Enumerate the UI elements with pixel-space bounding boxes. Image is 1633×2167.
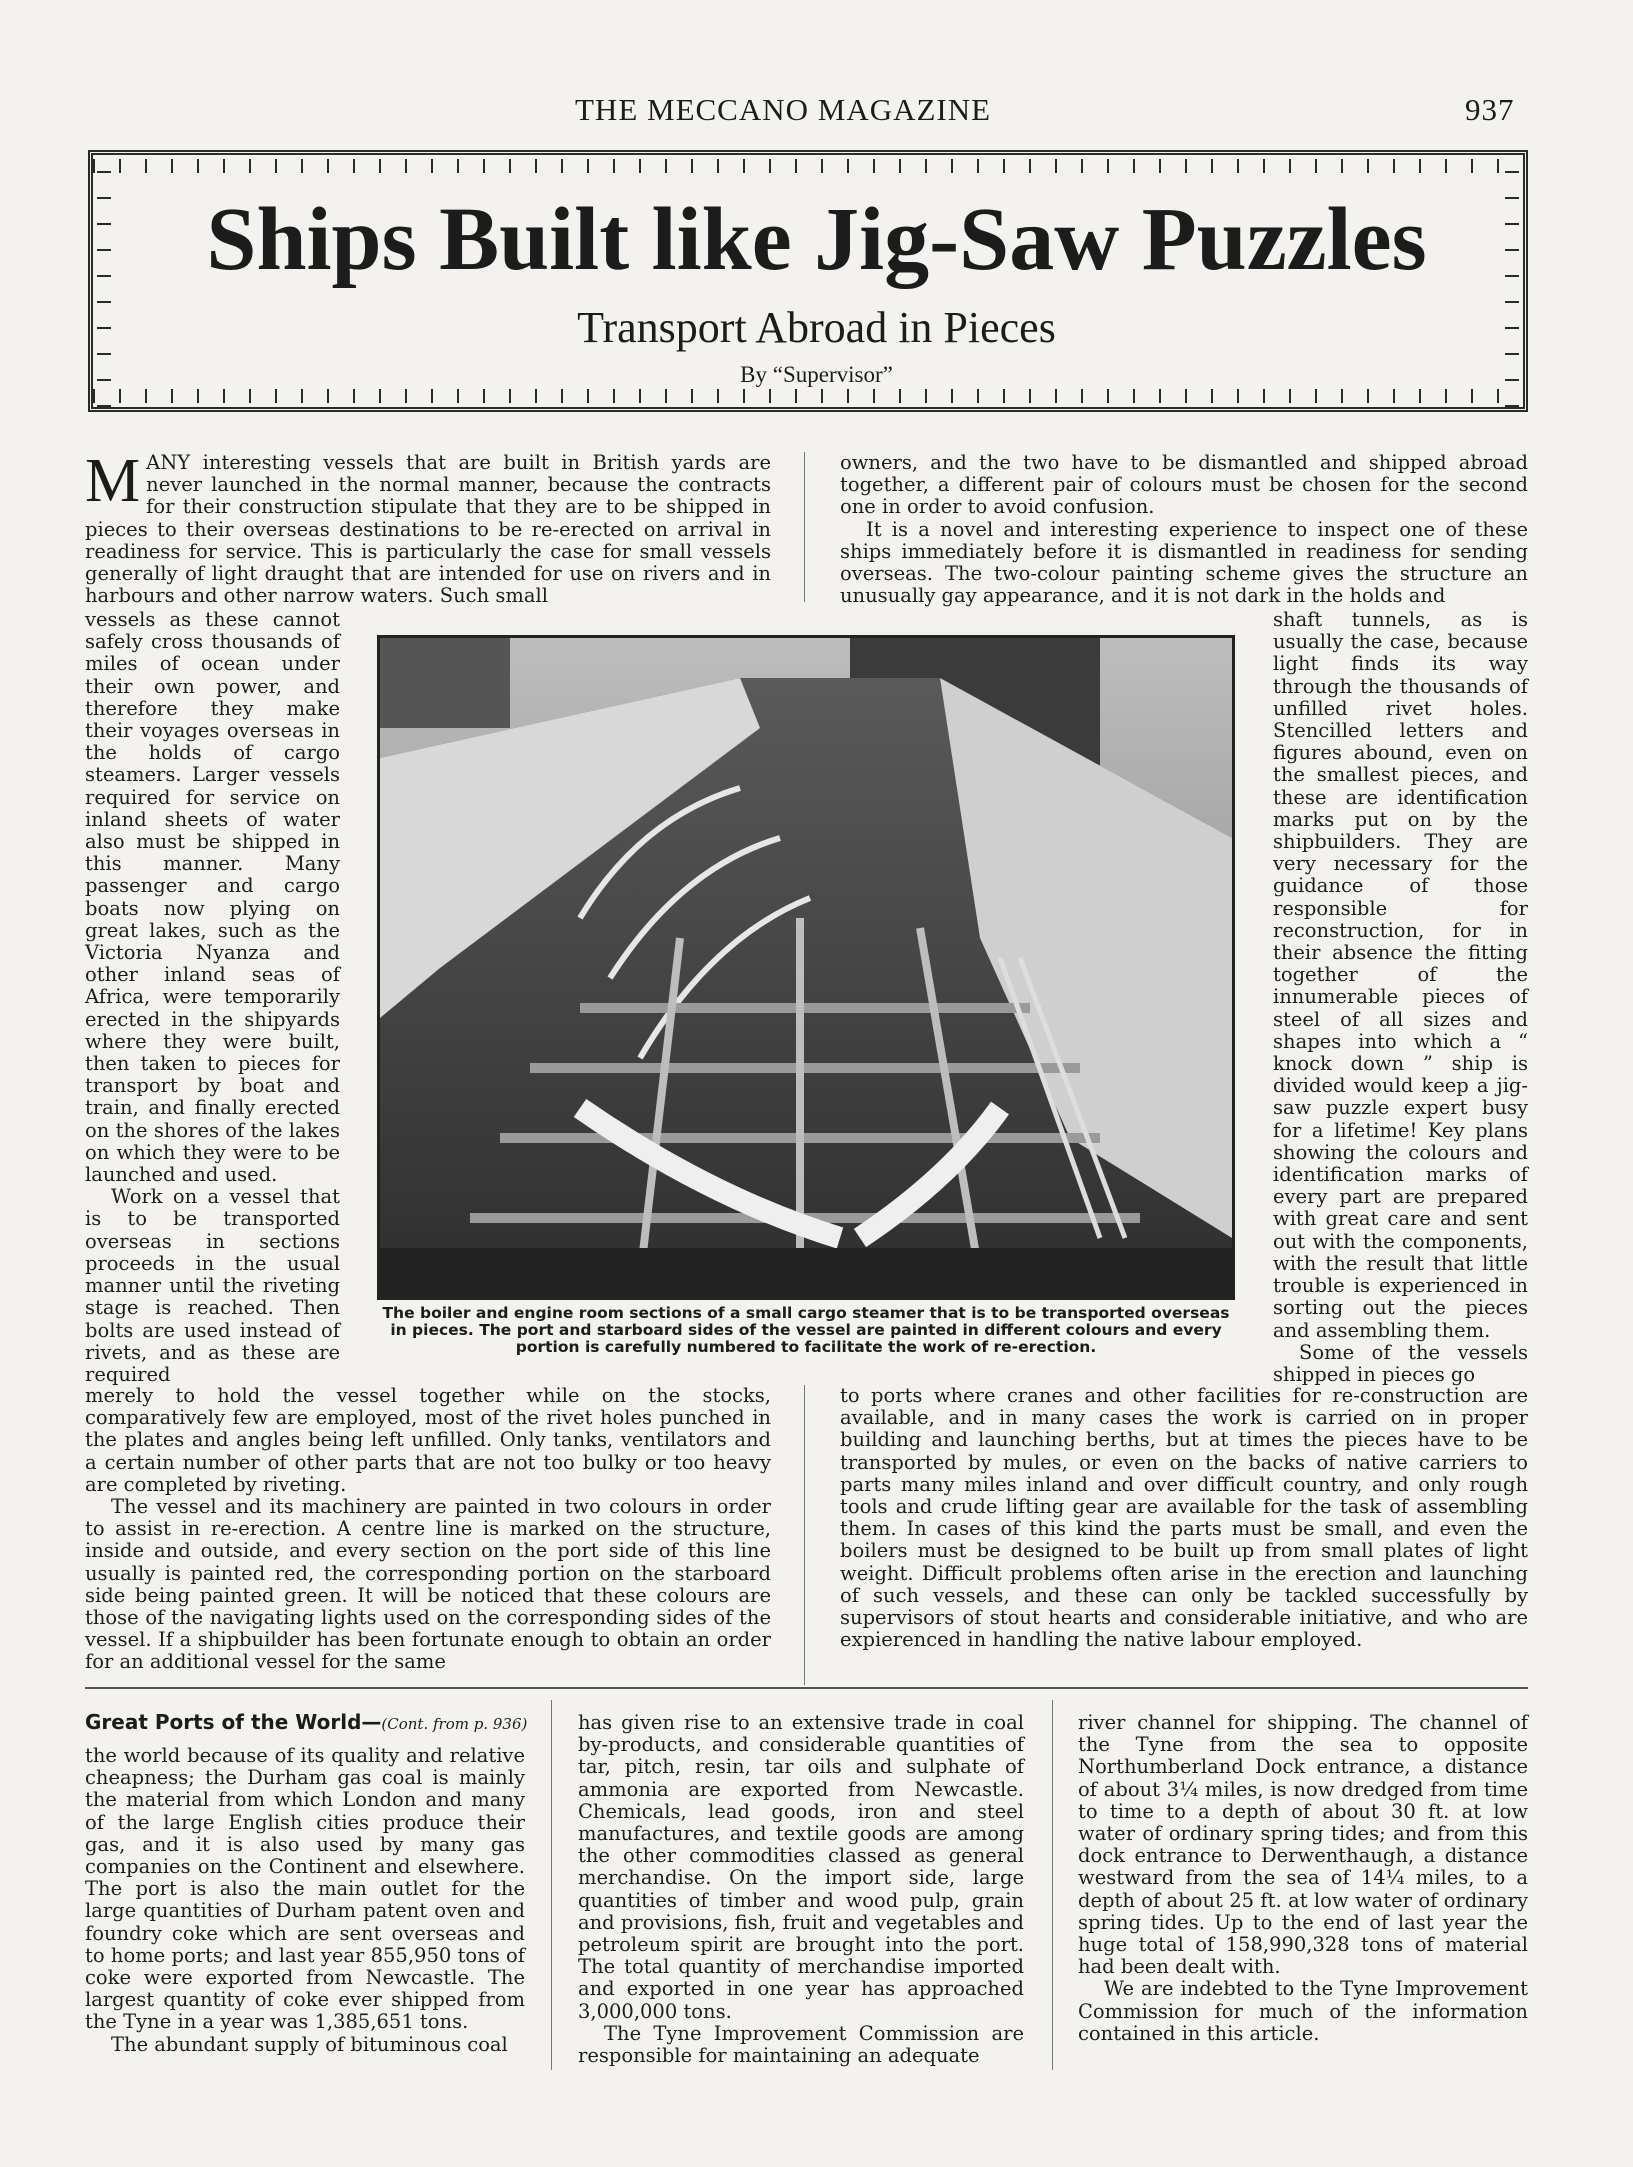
ports-heading-text: Great Ports of the World— <box>85 1710 382 1734</box>
ports-column-1 <box>85 1745 525 2056</box>
paragraph: The Tyne Improvement Commission are responsible for maintaining an adequate <box>578 2021 1024 2068</box>
paragraph: vessels as these cannot safely cross thousands of miles of ocean under their own power, and therefore they make their voyages overseas in the holds of cargo steamers. Larger vessels required for service on inland sheets of water also must be shipped in this manner. Many passenger and cargo boats now plying on great lakes, such as the Victoria Nyanza and other inland seas of Africa, were temporarily erected in the shipyards where they were built, then taken to pieces for transport by boat and train, and finally erected on the shores of the lakes on which they were to be launched and used. <box>85 608 340 1187</box>
article-column-2-bottom <box>840 1385 1528 1651</box>
article-column-left-narrow <box>85 609 340 1386</box>
paragraph: shaft tunnels, as is usually the case, because light finds its way through the thousands of unfilled rivet holes. Stencilled letters and figures abound, even on the smallest pieces, and these are identification marks put on by the shipbuilders. They are very necessary for the guidance of those responsible for reconstruction, for in their absence the fitting together of the innumerable pieces of steel of all sizes and shapes into which a “ knock down ” ship is divided would keep a jig-saw puzzle expert busy for a lifetime! Key plans showing the colours and identification marks of every part are prepared with great care and sent out with the components, with the result that little trouble is experienced in sorting out the pieces and assembling them. <box>1273 608 1528 1342</box>
drop-cap: M <box>85 447 141 515</box>
paragraph: We are indebted to the Tyne Improvement Commission for much of the information contained in this article. <box>1078 1977 1528 2045</box>
column-rule <box>551 1700 552 2070</box>
ports-heading <box>85 1710 527 1734</box>
column-rule <box>1052 1700 1053 2070</box>
paragraph: river channel for shipping. The channel of the Tyne from the sea to opposite Northumberland Dock entrance, a distance of about 3¼ miles, is now dredged from time to time to a depth of about 30 ft. at low water of ordinary spring tides; and from this dock entrance to Derwenthaugh, a distance westward from the sea of 14¼ miles, to a depth of about 25 ft. at low water of ordinary spring tides. Up to the end of last year the huge total of 158,990,328 tons of material had been dealt with. <box>1078 1711 1528 1979</box>
page-number: 937 <box>1465 92 1515 127</box>
column-rule <box>804 1385 805 1685</box>
column-rule <box>804 452 805 602</box>
frame-border-bottom <box>93 389 1523 403</box>
masthead: THE MECCANO MAGAZINE <box>575 92 992 127</box>
article-column-1-top <box>85 447 771 608</box>
ship-hull-illustration <box>380 638 1232 1297</box>
ports-column-3 <box>1078 1712 1528 2045</box>
article-column-2-top <box>840 452 1528 607</box>
paragraph: to ports where cranes and other facilities for re-construction are available, and in many cases the work is carried on in proper building and launching berths, but at times the pieces have to be transported by mules, or even on the backs of native carriers to parts many miles inland and over difficult country, and only rough tools and crude lifting gear are available for the task of assembling them. In cases of this kind the parts must be small, and even the boilers must be designed to be built up from small plates of light weight. Difficult problems often arise in the erection and launching of such vessels, and these can only be tackled successfully by supervisors of stout hearts and considerable initiative, and who are expierenced in handling the native labour employed. <box>840 1384 1528 1652</box>
article-title: Ships Built like Jig-Saw Puzzles <box>206 190 1427 289</box>
paragraph: has given rise to an extensive trade in coal by-products, and considerable quantities of tar, pitch, resin, tar oils and sulphate of ammonia are exported from Newcastle. Chemicals, lead goods, iron and steel manufactures, and textile goods are among the other commodities classed as general merchandise. On the import side, large quantities of timber and wood pulp, grain and provisions, fish, fruit and vegetables and petroleum spirit are brought into the port. The total quantity of merchandise imported and exported in one year has approached 3,000,000 tons. <box>578 1711 1024 2023</box>
byline: By “Supervisor” <box>740 362 893 387</box>
section-divider <box>85 1687 1528 1689</box>
article-column-1-bottom <box>85 1385 771 1674</box>
article-column-right-narrow <box>1273 609 1528 1386</box>
paragraph: owners, and the two have to be dismantled and shipped abroad together, a different pair of colours must be chosen for the second one in order to avoid confusion. <box>840 451 1528 519</box>
paragraph: Work on a vessel that is to be transported overseas in sections proceeds in the usual manner until the riveting stage is reached. Then bolts are used instead of rivets, and as these are required <box>85 1185 340 1386</box>
paragraph: merely to hold the vessel together while on the stocks, comparatively few are employed, most of the rivet holes punched in the plates and angles being left unfilled. Only tanks, ventilators and a certain number of other parts that are not too bulky or too heavy are completed by riveting. <box>85 1384 771 1496</box>
paragraph: It is a novel and interesting experience to inspect one of these ships immediately before it is dismantled in readiness for sending overseas. The two-colour painting scheme gives the structure an unusually gay appearance, and it is not dark in the holds and <box>840 517 1528 608</box>
paragraph: The vessel and its machinery are painted in two colours in order to assist in re-erection. A centre line is marked on the structure, inside and outside, and every section on the port side of this line usually is painted red, the corresponding portion on the starboard side being painted green. It will be noticed that these colours are those of the navigating lights used on the corresponding sides of the vessel. If a shipbuilder has been fortunate enough to obtain an order for an additional vessel for the same <box>85 1495 771 1674</box>
ports-column-2 <box>578 1712 1024 2067</box>
frame-border-top <box>93 159 1523 173</box>
photo-caption: The boiler and engine room sections of a small cargo steamer that is to be transported overseas in pieces. The port and starboard sides of the vessel are painted in different colours and every portion is carefully numbered to facilitate the work of re-erection. <box>382 1304 1230 1356</box>
continued-note: (Cont. from p. 936) <box>381 1715 528 1733</box>
paragraph: Some of the vessels shipped in pieces go <box>1273 1340 1528 1386</box>
paragraph: ANY interesting vessels that are built in British yards are never launched in the normal manner, because the contracts for their construction stipulate that they are to be shipped in pieces to their overseas destinations to be re-erected on arrival in readiness for service. This is particularly the case for small vessels generally of light draught that are intended for use on rivers and in harbours and other narrow waters. Such small <box>85 451 771 608</box>
paragraph: the world because of its quality and relative cheapness; the Durham gas coal is mainly the material from which London and many of the large English cities produce their gas, and it is also used by many gas companies on the Continent and elsewhere. The port is also the main outlet for the large quantities of Durham patent oven and foundry coke which are sent overseas and to home ports; and last year 855,950 tons of coke were exported from Newcastle. The largest quantity of coke ever shipped from the Tyne in a year was 1,385,651 tons. <box>85 1744 525 2034</box>
paragraph: The abundant supply of bituminous coal <box>111 2032 508 2056</box>
article-subtitle: Transport Abroad in Pieces <box>577 303 1056 352</box>
ship-hull-photo <box>377 635 1235 1300</box>
